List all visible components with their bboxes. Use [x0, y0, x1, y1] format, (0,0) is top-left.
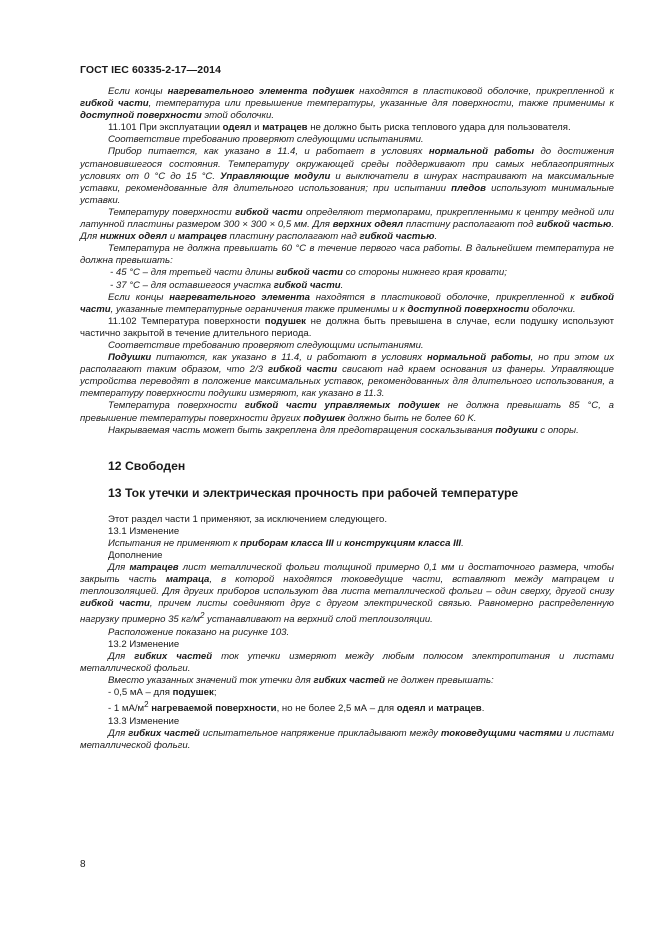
section-13-paragraphs [80, 514, 614, 752]
paragraph: 11.101 При эксплуатации одеял и матрацев не должно быть риска теплового удара для пользователя. [108, 122, 571, 134]
paragraph: Испытания не применяют к приборам класса III и конструкциям класса III. [108, 537, 464, 549]
paragraph: 13.3 Изменение [108, 715, 180, 727]
paragraph: Подушки питаются, как указано в 11.4, и работают в условиях нормальной работы, но при этом их располагают таким образом, что 2/3 гибкой части свисают над краем основания из фанеры. Управляющие устройства переводят в положение максимальных уставок, рекомендованных для длительного использования, а температуру поверхности подушки измеряют, как указано в 11.3. [80, 352, 615, 400]
paragraph: 13.1 Изменение [108, 525, 180, 537]
paragraph: 13.2 Изменение [108, 638, 180, 650]
paragraph: - 0,5 мА – для подушек; [108, 687, 217, 699]
paragraph: Соответствие требованию проверяют следующими испытаниями. [108, 134, 424, 146]
paragraph: Дополнение [108, 550, 163, 561]
paragraph: Прибор питается, как указано в 11.4, и работает в условиях нормальной работы до достижения установившегося состояния. Температуру окружающей среды поддерживают при самых неблагоприятных условиях от 0 °C до 15 °C. Управляющие модули и выключатели в шнурах настраивают на максимальные уставки, рекомендованные для длительного использования; при испытании пледов используют минимальные уставки. [80, 146, 615, 206]
section-13-heading: 13 Ток утечки и электрическая прочность при рабочей температуре [108, 485, 519, 500]
paragraph: Если концы нагревательного элемента находятся в пластиковой оболочке, прикрепленной к гибкой части, указанные температурные ограничения также применимы и к доступной поверхности оболочки. [80, 291, 614, 315]
document-header: ГОСТ IEC 60335-2-17—2014 [80, 64, 222, 76]
paragraph: Соответствие требованию проверяют следующими испытаниями. [108, 339, 424, 351]
paragraph: Накрываемая часть может быть закреплена для предотвращения соскальзывания подушки с опоры. [108, 424, 579, 436]
paragraph: - 45 °C – для третьей части длины гибкой части со стороны нижнего края кровати; [110, 267, 507, 279]
paragraph: Если концы нагревательного элемента подушек находятся в пластиковой оболочке, прикрепленной к гибкой части, температура или превышение температуры, указанные для поверхности, также применимы к доступной поверхности этой оболочки. [80, 86, 614, 122]
section-12-heading: 12 Свободен [108, 458, 186, 473]
paragraph: Вместо указанных значений ток утечки для гибких частей не должен превышать: [108, 675, 494, 687]
paragraph: - 1 $мА/м^2$ нагреваемой поверхности, но не более 2,5 мА – для одеял и матрацев. [108, 700, 485, 715]
paragraph: Для матрацев лист металлической фольги толщиной примерно 0,1 мм и достаточного размера, чтобы закрыть часть матраца, в которой находятся токоведущие части, вставляют между матрацем и теплоизоляцией. Для других приборов используют два листа металлической фольги – один сверху, другой снизу гибкой части, причем листы соединяют друг с другом электрической связью. Равномерно распределенную нагрузку примерно 35 $кг/м^2$ устанавливают на верхний слой теплоизоляции. [80, 562, 614, 626]
paragraph: 11.102 Температура поверхности подушек не должна быть превышена в случае, если подушку используют частично закрытой в течение длительного периода. [80, 315, 614, 339]
paragraph: Для гибких частей испытательное напряжение прикладывают между токоведущими частями и листами металлической фольги. [80, 727, 614, 751]
paragraph: Температуру поверхности гибкой части определяют термопарами, прикрепленными к центру медной или латунной пластины размером 300 × 300 × 0,5 мм. Для верхних одеял пластину располагают под гибкой частью. Для нижних одеял и матрацев пластину располагают над гибкой частью. [80, 206, 615, 243]
paragraph: Расположение показано на рисунке 103. [108, 626, 290, 638]
document-body [80, 86, 614, 752]
page-number: 8 [80, 859, 86, 870]
section-11-paragraphs [80, 86, 614, 437]
paragraph: Для гибких частей ток утечки измеряют между любым полюсом электропитания и листами металлической фольги. [80, 650, 614, 675]
paragraph: - 37 °C – для оставшегося участка гибкой части. [110, 279, 344, 291]
paragraph: Этот раздел части 1 применяют, за исключением следующего. [108, 513, 388, 525]
paragraph: Температура не должна превышать 60 °C в течение первого часа работы. В дальнейшем температура не должна превышать: [80, 243, 614, 267]
paragraph: Температура поверхности гибкой части управляемых подушек не должна превышать 85 °C, а превышение температуры поверхности других подушек должно быть не более 60 K. [80, 400, 614, 424]
